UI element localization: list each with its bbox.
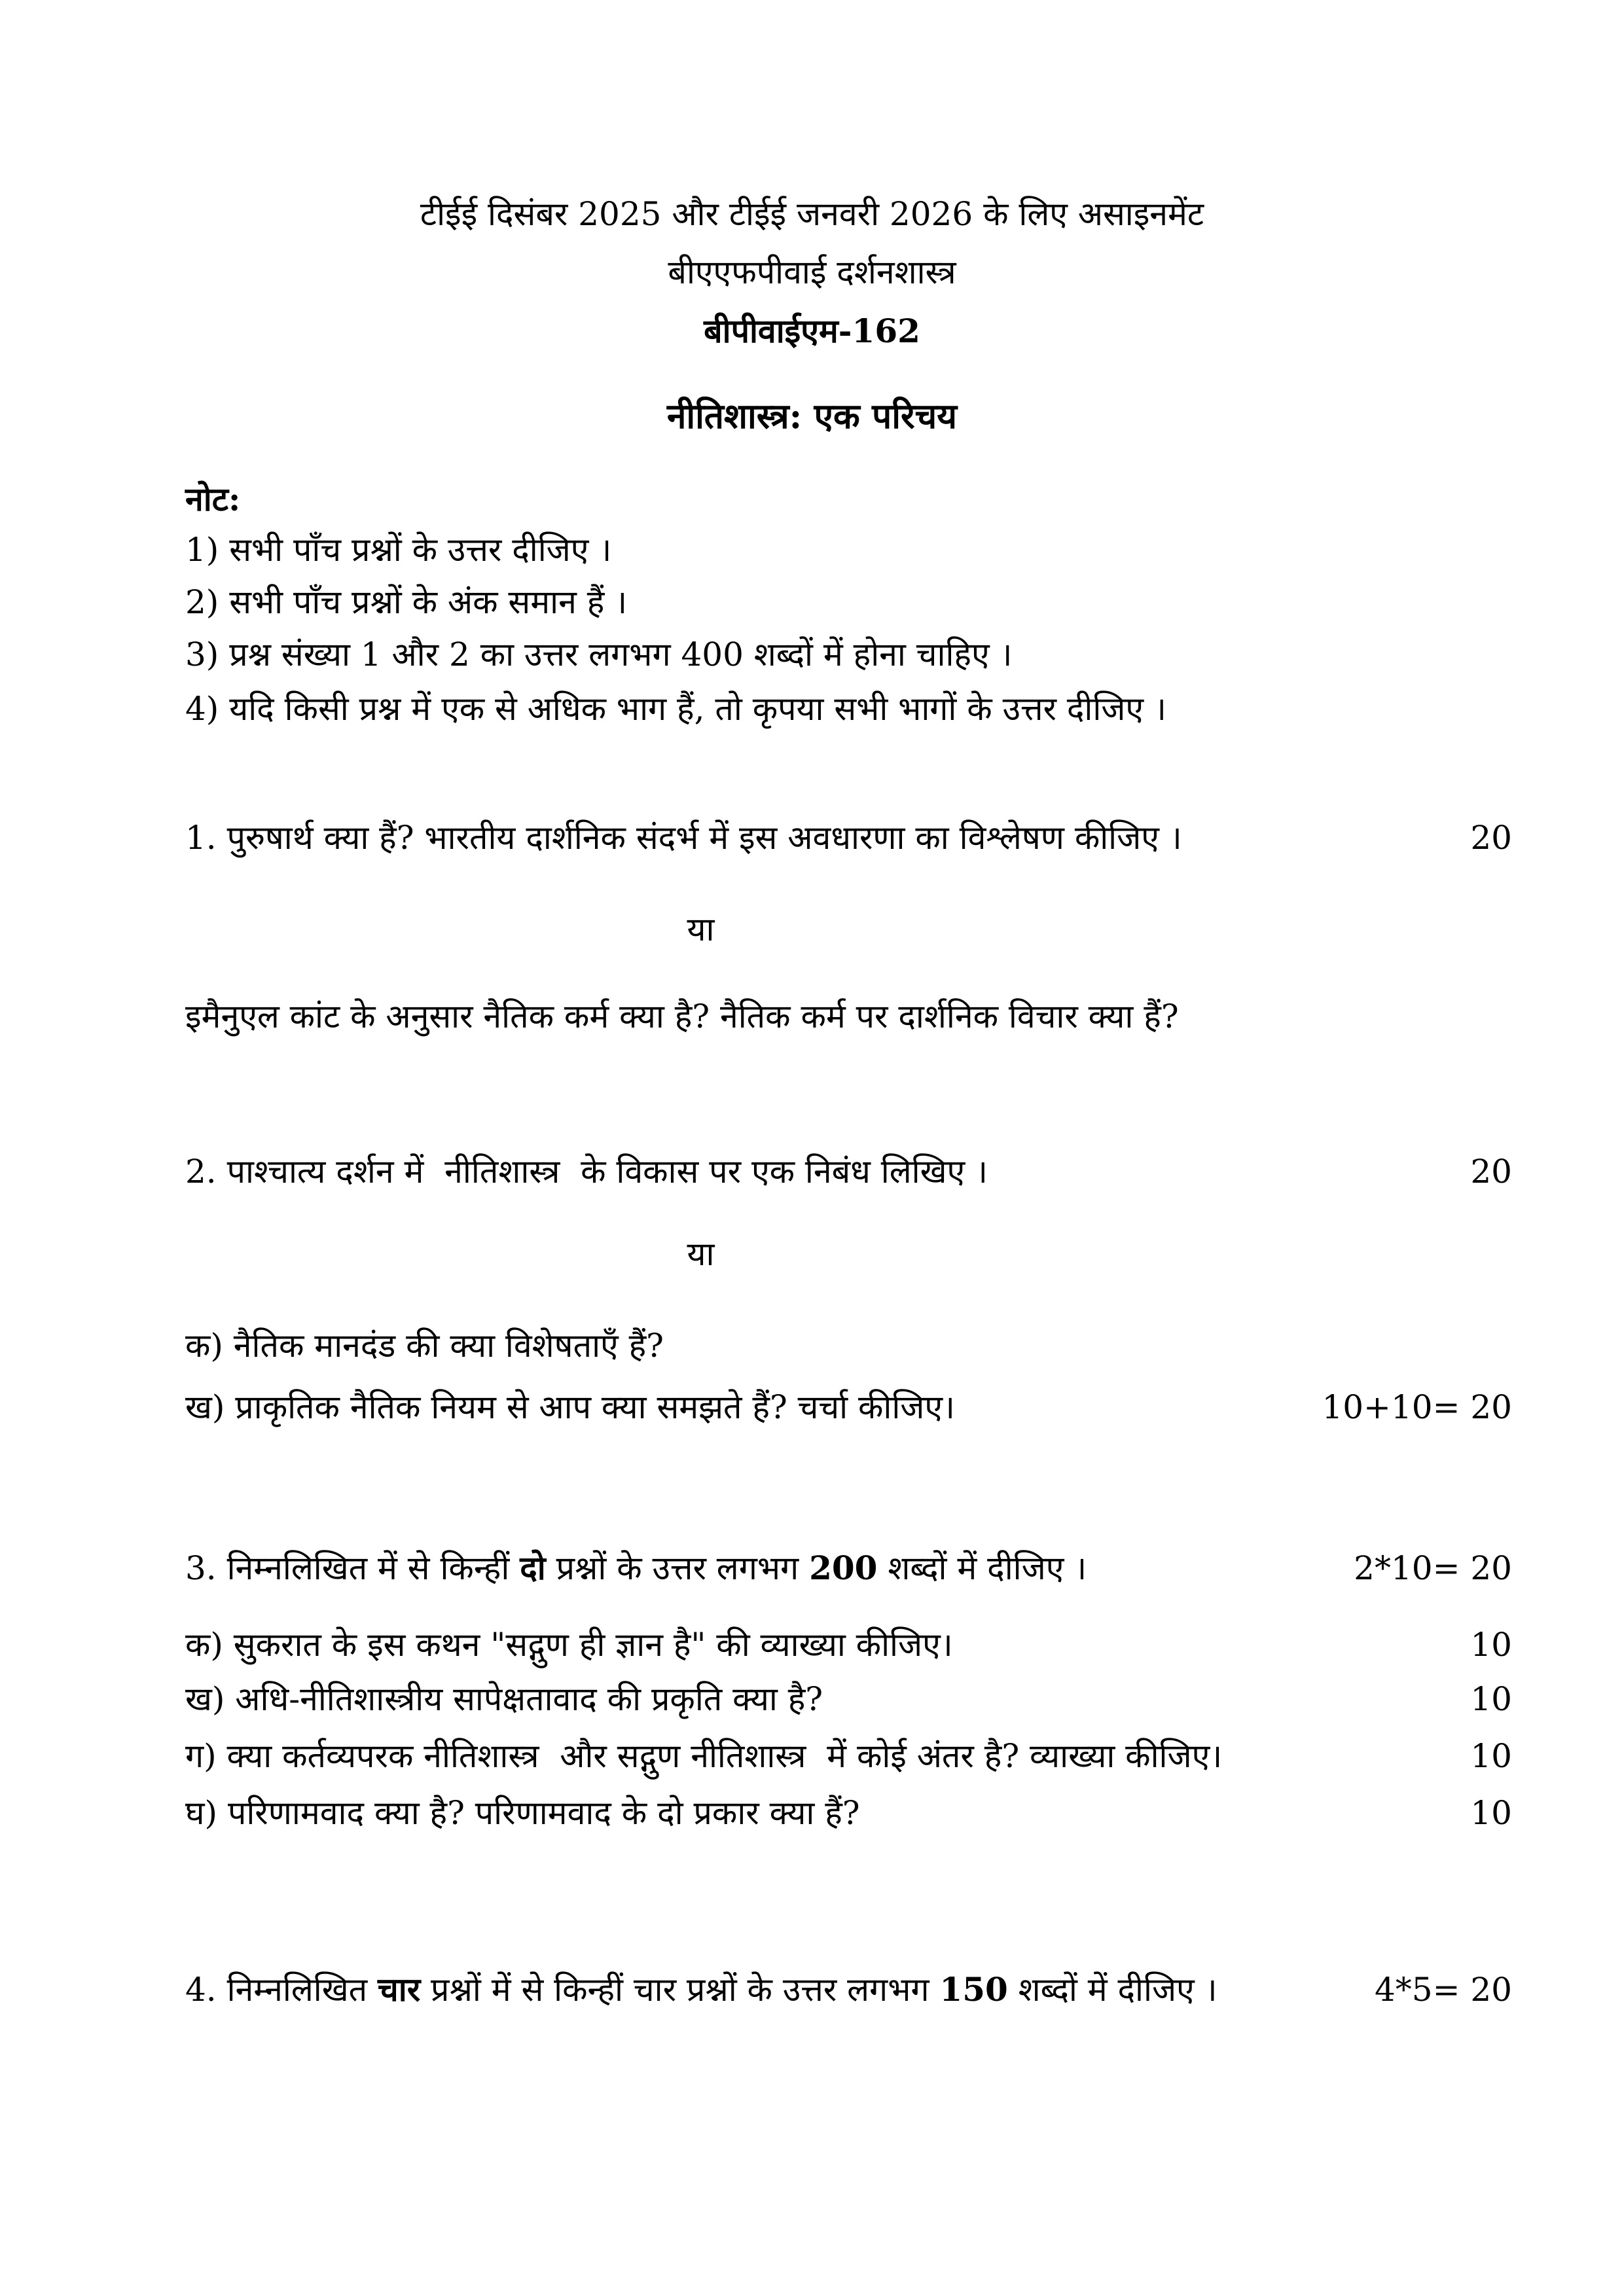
question-1-or-separator: या (687, 910, 715, 948)
question-2-part-a-row (185, 1324, 1512, 1367)
question-3-part-b-row (185, 1677, 1512, 1721)
question-4-tail: शब्दों में दीजिए । (1007, 1971, 1218, 2009)
note-item-2: 2) सभी पाँच प्रश्नों के अंक समान हैं । (185, 583, 628, 621)
question-2-part-b-marks: 10+10= 20 (1322, 1388, 1512, 1426)
question-2-part-b-text: ख) प्राकृतिक नैतिक नियम से आप क्या समझते हैं? चर्चा कीजिए। (185, 1388, 955, 1426)
question-3-part-d-text: घ) परिणामवाद क्या है? परिणामवाद के दो प्रकार क्या हैं? (185, 1794, 860, 1832)
course-title: नीतिशास्त्र: एक परिचय (666, 396, 958, 437)
question-1-alternative-text: इमैनुएल कांट के अनुसार नैतिक कर्म क्या है? नैतिक कर्म पर दार्शनिक विचार क्या हैं? (185, 997, 1179, 1035)
question-4-bold-number: 150 (939, 1970, 1008, 2009)
question-2-part-b-row (185, 1386, 1512, 1429)
note-item-1: 1) सभी पाँच प्रश्नों के उत्तर दीजिए । (185, 531, 612, 569)
question-1-marks: 20 (1470, 819, 1512, 857)
question-3-bold-word: दो (520, 1549, 546, 1587)
question-3-middle: प्रश्नों के उत्तर लगभग (545, 1549, 810, 1587)
question-2-marks: 20 (1470, 1153, 1512, 1191)
question-3-part-a-marks: 10 (1470, 1626, 1512, 1664)
course-code: बीपीवाईएम-162 (704, 312, 920, 350)
question-3-part-b-marks: 10 (1470, 1680, 1512, 1718)
note-item-4: 4) यदि किसी प्रश्न में एक से अधिक भाग हैं, तो कृपया सभी भागों के उत्तर दीजिए । (185, 690, 1166, 728)
question-3-part-c-text: ग) क्या कर्तव्यपरक नीतिशास्त्र और सद्गुण नीतिशास्त्र में कोई अंतर है? व्याख्या कीजिए। (185, 1737, 1223, 1775)
question-4-marks: 4*5= 20 (1374, 1971, 1512, 2009)
question-3-bold-number: 200 (809, 1549, 878, 1587)
question-3-text (185, 1547, 1087, 1590)
question-4-middle: प्रश्नों में से किन्हीं चार प्रश्नों के उत्तर लगभग (420, 1971, 940, 2009)
question-3-row (185, 1547, 1512, 1590)
assignment-session-line: टीईई दिसंबर 2025 और टीईई जनवरी 2026 के लिए असाइनमेंट (420, 195, 1204, 233)
question-3-part-d-row (185, 1791, 1512, 1835)
question-4-text (185, 1968, 1218, 2011)
question-3-part-a-row (185, 1623, 1512, 1666)
question-3-lead: 3. निम्नलिखित में से किन्हीं (185, 1549, 520, 1587)
question-3-part-b-text: ख) अधि-नीतिशास्त्रीय सापेक्षतावाद की प्रकृति क्या है? (185, 1680, 823, 1718)
question-2-row (185, 1150, 1512, 1193)
question-4-row (185, 1968, 1512, 2011)
question-3-tail: शब्दों में दीजिए । (877, 1549, 1087, 1587)
question-3-part-d-marks: 10 (1470, 1794, 1512, 1832)
note-label: नोट: (185, 480, 241, 518)
question-2-text: 2. पाश्चात्य दर्शन में नीतिशास्त्र के विकास पर एक निबंध लिखिए । (185, 1153, 988, 1191)
question-1-text: 1. पुरुषार्थ क्या हैं? भारतीय दार्शनिक संदर्भ में इस अवधारणा का विश्लेषण कीजिए । (185, 819, 1182, 857)
note-item-3: 3) प्रश्न संख्या 1 और 2 का उत्तर लगभग 400 शब्दों में होना चाहिए । (185, 636, 1013, 673)
question-3-part-c-row (185, 1734, 1512, 1778)
question-2-part-a-text: क) नैतिक मानदंड की क्या विशेषताएँ हैं? (185, 1327, 664, 1365)
question-2-or-separator: या (687, 1235, 715, 1273)
question-3-marks: 2*10= 20 (1354, 1549, 1512, 1587)
programme-line: बीएएफपीवाई दर्शनशास्त्र (668, 253, 956, 291)
question-4-bold-word: चार (378, 1970, 421, 2009)
question-4-lead: 4. निम्नलिखित (185, 1971, 378, 2009)
question-1-row (185, 816, 1512, 859)
question-3-part-c-marks: 10 (1470, 1737, 1512, 1775)
question-3-part-a-text: क) सुकरात के इस कथन "सद्गुण ही ज्ञान है" की व्याख्या कीजिए। (185, 1626, 953, 1664)
